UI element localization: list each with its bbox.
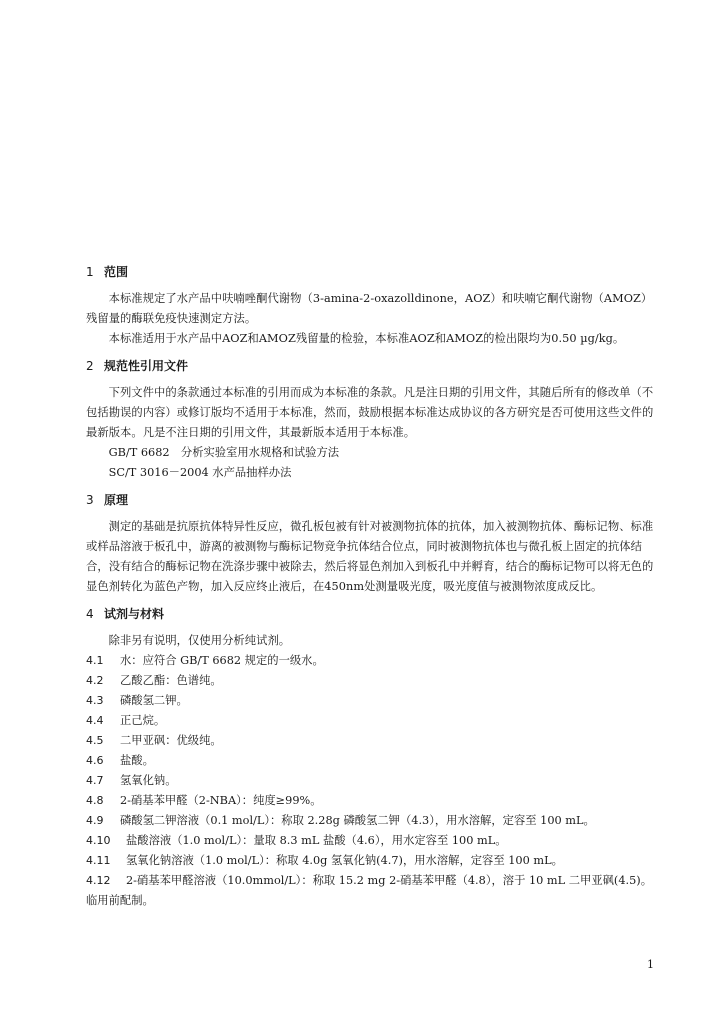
reagent-item: 4.5 二甲亚砜：优级纯。 [86, 734, 222, 747]
reference-item: GB/T 6682 分析实验室用水规格和试验方法 [108, 446, 340, 459]
section-heading-reagents: 4 试剂与材料 [86, 607, 165, 621]
references-paragraph: 下列文件中的条款通过本标准的引用而成为本标准的条款。凡是注日期的引用文件，其随后所有的修改单（不包括勘误的内容）或修订版均不适用于本标准，然而，鼓励根据本标准达成协议的各方研究是否可使用这些文件的最新版本。凡是不注日期的引用文件，其最新版本适用于本标准。 [86, 386, 654, 439]
section-heading-scope: 1 范围 [86, 265, 129, 279]
principle-paragraph: 测定的基础是抗原抗体特异性反应，微孔板包被有针对被测物抗体的抗体，加入被测物抗体、酶标记物、标准或样品溶液于板孔中，游离的被测物与酶标记物竞争抗体结合位点，同时被测物抗体也与微孔板上固定的抗体结合，没有结合的酶标记物在洗涤步骤中被除去，然后将显色剂加入到板孔中并孵育，结合的酶标记物可以将无色的显色剂转化为蓝色产物，加入反应终止液后，在450nm处测量吸光度，吸光度值与被测物浓度成反比。 [86, 520, 654, 593]
reagent-item: 4.1 水：应符合 GB/T 6682 规定的一级水。 [86, 654, 324, 667]
reagents-intro: 除非另有说明，仅使用分析纯试剂。 [108, 634, 291, 647]
reagent-item: 4.2 乙酸乙酯：色谱纯。 [86, 674, 222, 687]
reagent-item: 4.7 氢氧化钠。 [86, 774, 177, 787]
section-title: 规范性引用文件 [104, 359, 189, 373]
section-heading-normative-references: 2 规范性引用文件 [86, 359, 189, 373]
scope-paragraph-2: 本标准适用于水产品中AOZ和AMOZ残留量的检验，本标准AOZ和AMOZ的检出限均为0.50 µg/kg。 [108, 332, 625, 345]
page-number: 1 [647, 958, 654, 971]
reagent-item: 4.8 2-硝基苯甲醛（2-NBA）：纯度≥99%。 [86, 794, 322, 807]
reagent-item: 4.11 氢氧化钠溶液（1.0 mol/L）：称取 4.0g 氢氧化钠(4.7)，用水溶解，定容至 100 mL。 [86, 854, 563, 867]
reagent-item: 4.4 正己烷。 [86, 714, 166, 727]
reagent-item: 4.3 磷酸氢二钾。 [86, 694, 188, 707]
reagent-item: 4.10 盐酸溶液（1.0 mol/L）：量取 8.3 mL 盐酸（4.6），用水定容至 100 mL。 [86, 834, 507, 847]
reagent-item: 4.12 2-硝基苯甲醛溶液（10.0mmol/L）：称取 15.2 mg 2-硝基苯甲醛（4.8），溶于 10 mL 二甲亚砜(4.5)。临用前配制。 [86, 874, 653, 907]
reference-item: SC/T 3016－2004 水产品抽样办法 [108, 466, 292, 479]
section-title: 试剂与材料 [104, 607, 165, 621]
section-title: 范围 [104, 265, 129, 279]
reagent-item: 4.6 盐酸。 [86, 754, 154, 767]
document-body [86, 264, 656, 911]
reagent-item: 4.9 磷酸氢二钾溶液（0.1 mol/L）：称取 2.28g 磷酸氢二钾（4.3），用水溶解，定容至 100 mL。 [86, 814, 595, 827]
scope-paragraph-1: 本标准规定了水产品中呋喃唑酮代谢物（3-amina-2-oxazolldinone，AOZ）和呋喃它酮代谢物（AMOZ）残留量的酶联免疫快速测定方法。 [86, 292, 653, 325]
section-title: 原理 [104, 493, 129, 507]
section-heading-principle: 3 原理 [86, 493, 129, 507]
